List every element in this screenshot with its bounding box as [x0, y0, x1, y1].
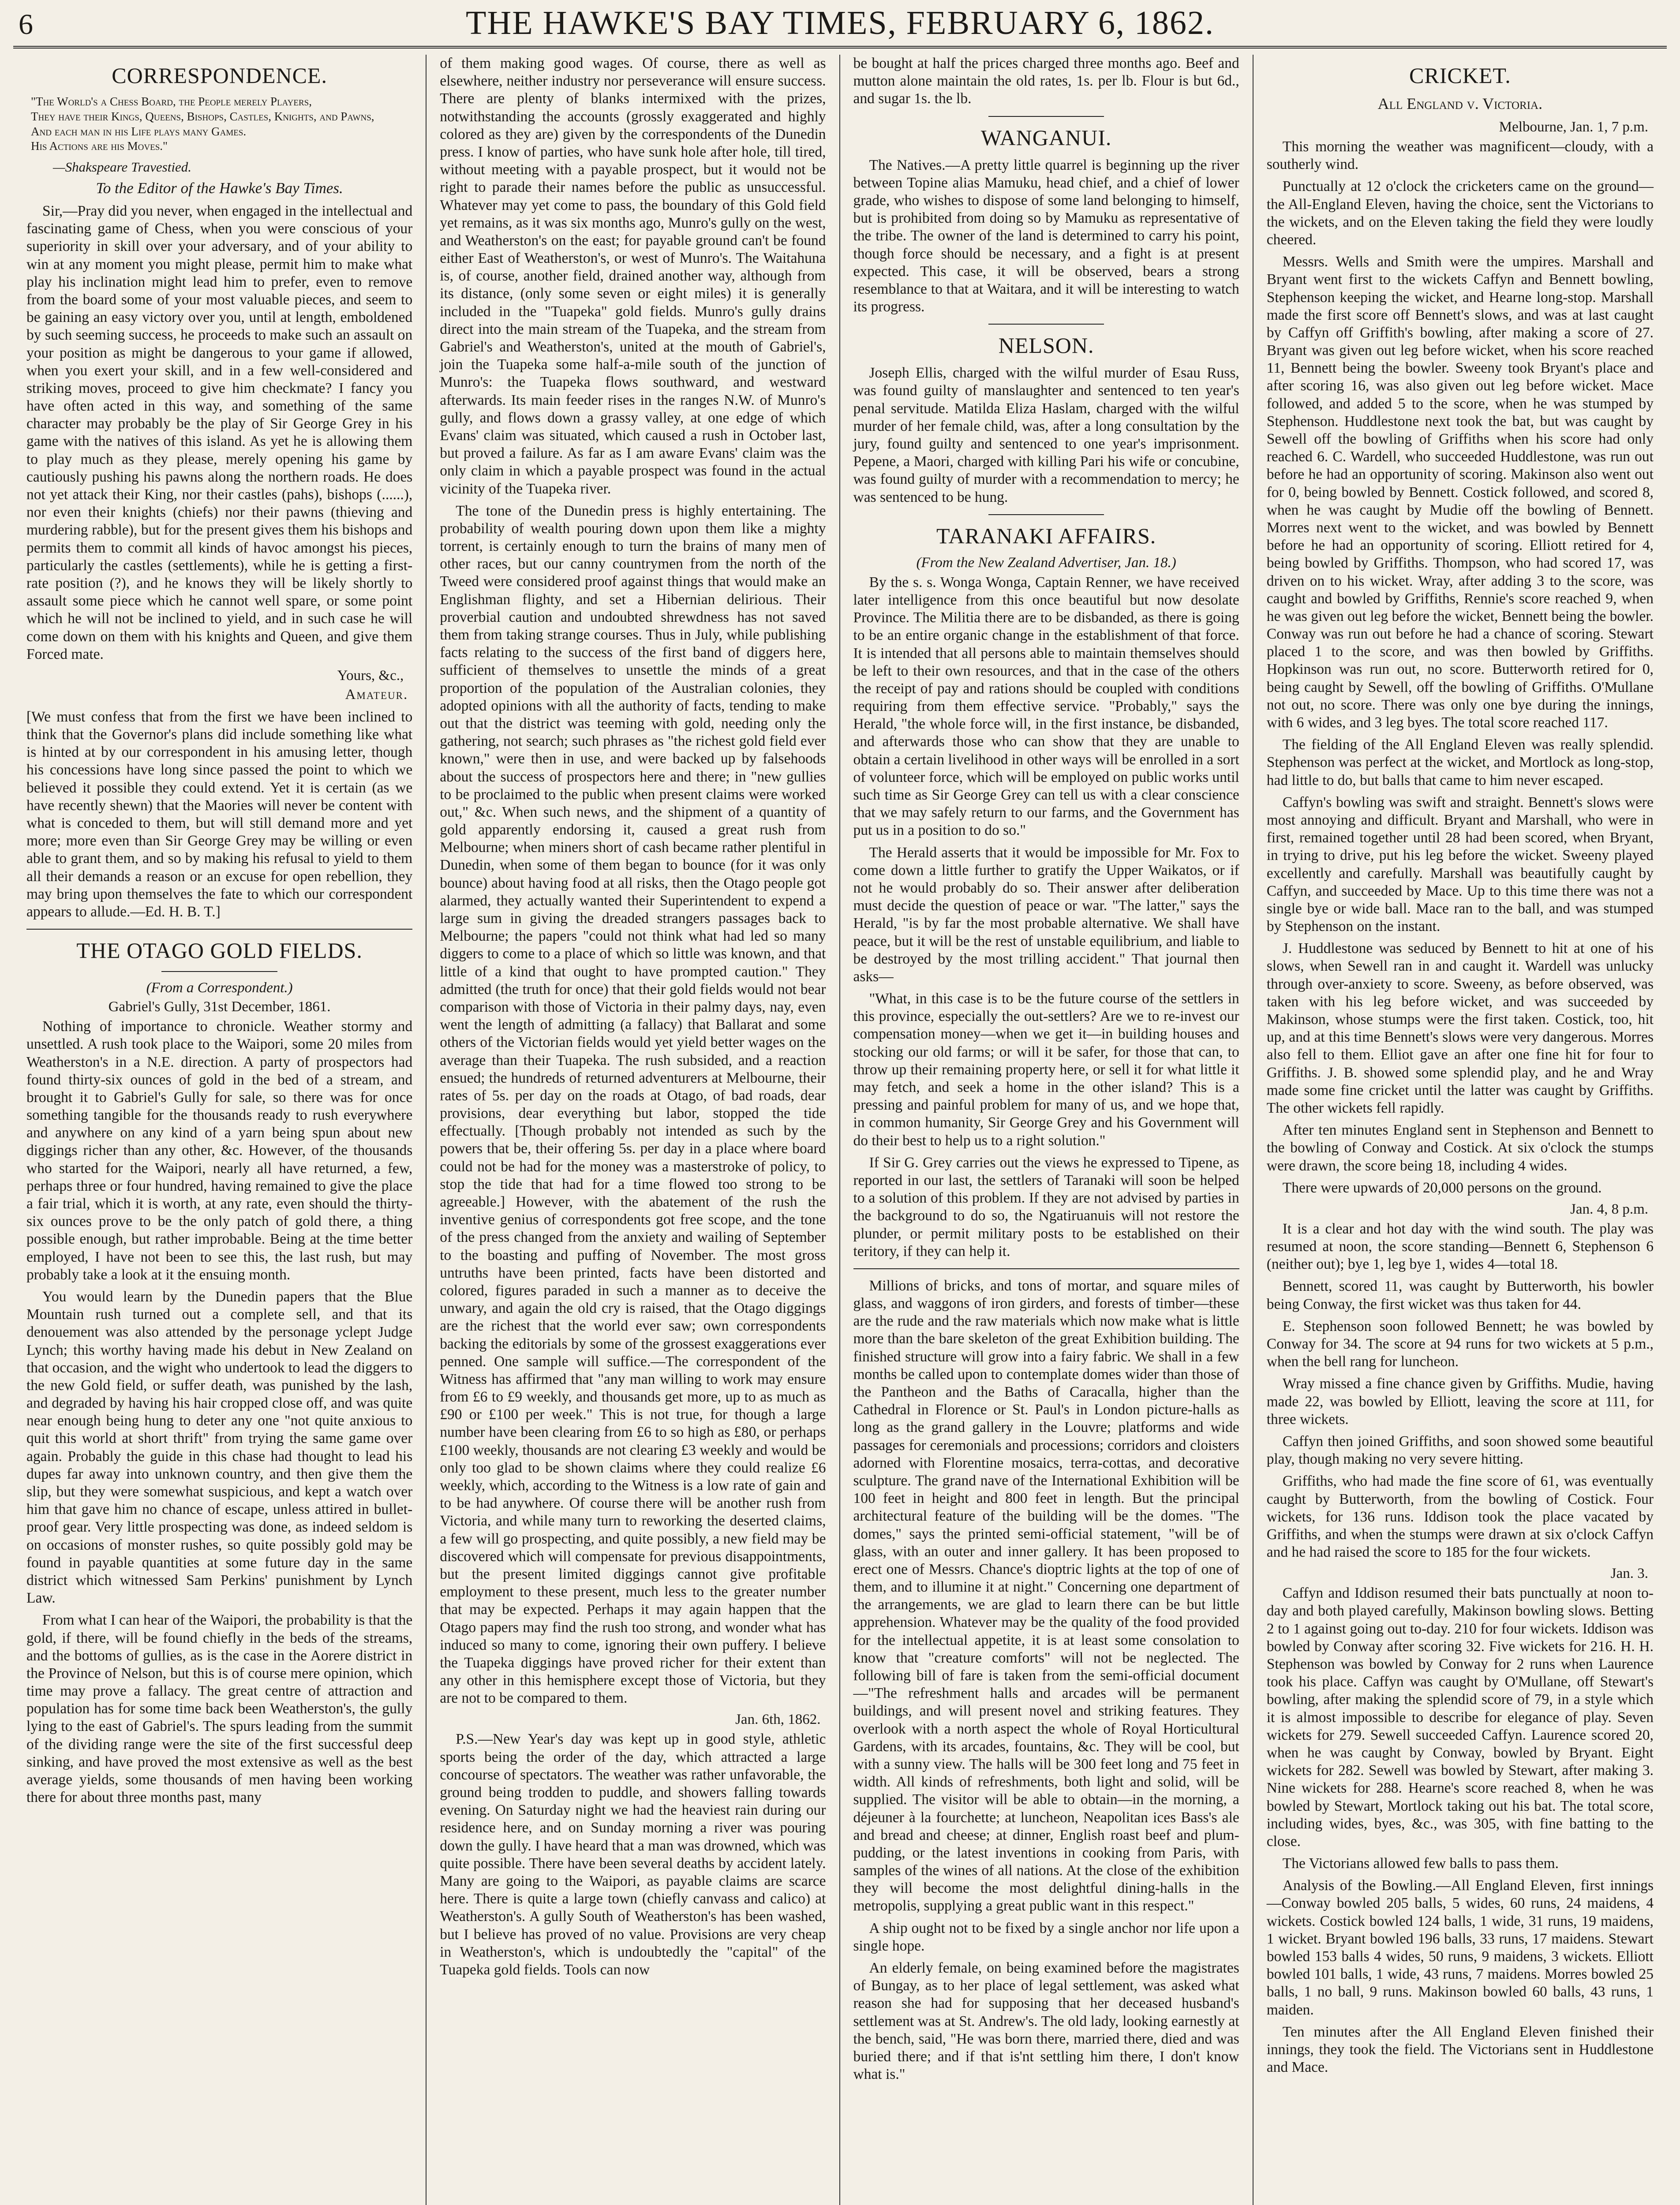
cricket-paragraph: This morning the weather was magnificent—cloudy, with a southerly wind.	[1266, 138, 1654, 173]
short-rule	[988, 514, 1104, 515]
cricket-paragraph: J. Huddlestone was seduced by Bennett to hit at one of his slows, when Sewell ran in and caught it. Wardell was unlucky through over-anxiety to score. Sweeny, as before observed, was taken with his leg before wicket, and was succeeded by Makinson, whose stumps were the first taken. Costick, too, hit up, and at this time Bennett's slows were very dangerous. Morres also fell to them. Elliot gave an after one fine hit for four to Griffiths. J. B. showed some splendid play, and he and Wray made some fine cricket until the latter was caught by Griffiths. The other wickets fell rapidly.	[1266, 940, 1654, 1116]
correspondence-heading: CORRESPONDENCE.	[112, 63, 327, 88]
anecdote-paragraph: An elderly female, on being examined before the magistrates of Bungay, as to her place of legal settlement, was asked what reason she had for supposing that her deceased husband's settlement was at St. Andrew's. The old lady, looking earnestly at the bench, said, "He was born there, married there, died and was buried there; and if that is'nt settling him there, I don't know what is."	[853, 1960, 1239, 2083]
taranaki-source: (From the New Zealand Advertiser, Jan. 18.)	[916, 554, 1176, 571]
exhibition-paragraph: Millions of bricks, and tons of mortar, and square miles of glass, and waggons of iron girders, and forests of timber—these are the rude and the raw materials which now make what is little more than the bare skeleton of the great Exhibition building. The finished structure will grow into a fairy fabric. We shall in a few months be called upon to contemplate domes wider than those of the Pantheon and the Baths of Caracalla, higher than the Cathedral in Florence or St. Paul's in London picture-halls as long as the grand gallery in the Louvre; platforms and wide passages for ceremonials and processions; corridors and cloisters adorned with Florentine mosaics, terra-cottas, and decorative sculpture. The grand nave of the International Exhibition will be 100 feet in height and 800 feet in length. But the principal architectural feature of the building will be the domes. "The domes," says the printed semi-official statement, "will be of glass, with an outer and inner gallery. It has been proposed to erect one of Messrs. Chance's dioptric lights at the top of one of them, and to illumine it at night." Concerning one department of the arrangements, we are glad to learn there can be but little apprehension. Whatever may be the quality of the food provided for the intellectual appetite, it is at least some consolation to know that "creature comforts" will not be neglected. The following bill of fare is taken from the semi-official document—"The refreshment halls and arcades will be permanent buildings, and will present novel and striking features. They overlook with a north aspect the whole of Royal Horticultural Gardens, with its arcades, fountains, &c. They will be cool, but with a sunny view. The halls will be 300 feet long and 75 feet in width. All kinds of refreshments, both light and solid, will be supplied. The visitor will be able to obtain—in the morning, a déjeuner à la fourchette; at luncheon, Neapolitan ices Bass's ale and bread and cheese; at dinner, English roast beef and plum-pudding, or the latest inventions in cooking from Paris, with samples of the wines of all nations. At the close of the exhibition they will become the most delightful dining-halls in the metropolis, supplying a great public want in this respect."	[853, 1277, 1239, 1914]
cricket-paragraph: Caffyn's bowling was swift and straight. Bennett's slows were most annoying and difficult. Bryant and Marshall, who were in first, remained together until 28 had been scored, when Bryant, in trying to drive, put his leg before the wicket. Sweeny played excellently and carefully. Marshall was beautifully caught by Caffyn, and succeeded by Mace. Up to this time there was not a single bye or wide ball. Mace ran to the ball, and was stumped by Stephenson on the instant.	[1266, 794, 1654, 935]
epigraph	[26, 94, 412, 154]
cricket-paragraph: Griffiths, who had made the fine score of 61, was eventually caught by Butterworth, from the bowling of Costick. Four wickets, for 136 runs. Iddison took the place vacated by Griffiths, and when the stumps were drawn at six o'clock Caffyn and he had raised the score to 185 for the four wickets.	[1266, 1473, 1654, 1561]
otago-continued-paragraph: The tone of the Dunedin press is highly entertaining. The probability of wealth pouring down upon them like a mighty torrent, is certainly enough to turn the brains of many men of other races, but our canny countrymen from the north of the Tweed were considered proof against things that would make an Englishman flighty, and set a Hibernian delirious. Their proverbial caution and undoubted shrewdness has not saved them from taking strange courses. Thus in July, while publishing facts relating to the success of the first band of diggers here, sufficient of themselves to unsettle the minds of a great proportion of the population of the Australian colonies, they adopted opinions with all the authority of facts, tending to make out that the district was teeming with gold, needing only the gathering, not search; such phrases as "the richest gold field ever known," were then in use, and were backed up by falsehoods about the success of prospectors here and there; in "new gullies to be proclaimed to the public when present claims were worked out," &c. When such news, and the shipment of a quantity of gold apparently endorsing it, caused a great rush from Melbourne; when miners short of cash became rather plentiful in Dunedin, when some of them began to bounce (for it was only bounce) about having food at all risks, then the Otago people got alarmed, they actually wanted their Superintendent to expend a large sum in giving the dreaded strangers passages back to Melbourne; the papers "could not think what had led so many diggers to come to a place of which so little was known, and that little of a kind that ought to have prompted caution." They admitted (the truth for once) that their gold fields would not bear comparison with those of Victoria in their palmy days, nay, even went the length of admitting (a fallacy) that Ballarat and some others of the Victorian fields would yet yield better wages on the average than their Tuapeka. The rush subsided, and a reaction ensued; the hundreds of returned adventurers at Melbourne, their rates of 5s. per day on the roads at Otago, of bad roads, dear provisions, dear everything but labor, stopped the tide effectually. [Though probably not intended as such by the powers that be, their offering 5s. per day in a place where board could not be had for the money was a masterstroke of policy, to stop the tide that had for a time flowed too strong to be agreeable.] However, with the abatement of the rush the inventive genius of correspondents got free scope, and the tone of the press changed from the anxiety and wailing of September to the boasting and puffing of November. The most gross untruths have been printed, facts have been distorted and colored, figures paraded in such a manner as to deceive the unwary, and again the old cry is raised, that the Otago diggings are the richest that the world ever saw; own correspondents backing the editorials by some of the grossest exaggerations ever penned. One sample will suffice.—The correspondent of the Witness has affirmed that "any man willing to work may ensure from £6 to £9 weekly, and thousands get more, up to as much as £90 or £100 per week." This is not true, for though a large number have been clearing from £6 to so high as £80, or perhaps £100 weekly, thousands are not clearing £3 weekly and would be only too glad to be shown claims where they could realize £6 weekly, which, according to the Witness is a low rate of gain and to be had anywhere. Of course there will be another rush from Victoria, and while many turn to reworking the deserted claims, a few will go prospecting, and quite possibly, a new field may be discovered which will compensate for previous disappointments, but the present limited diggings cannot give profitable employment to these present, much less to the greater number that may be expected. Perhaps it may again happen that the Otago papers may find the rush too strong, and wonder what has induced so many to come, ignoring their own puffery. I believe the Tuapeka diggings have proved richer for their extent than any other in this hemisphere except those of Victoria, but they are not to be compared to them.	[440, 502, 826, 1707]
taranaki-paragraph: By the s. s. Wonga Wonga, Captain Renner, we have received later intelligence from this once beautiful but now desolate Province. The Militia there are to be disbanded, as there is going to be an entire organic change in the establishment of that force. It is intended that all persons able to maintain themselves should be left to their own resources, and that in the case of the others the receipt of pay and rations should be coupled with conditions requiring from them effective service. "Probably," says the Herald, "the whole force will, in the first instance, be disbanded, and afterwards those who can show that they are unable to obtain a certain livelihood in other ways will be enrolled in a sort of volunteer force, which will be employed on public works until such time as Sir George Grey can tell us with a clear conscience that we may safely return to our farms, and the Government has put us in a position to do so."	[853, 574, 1239, 839]
column-3	[840, 55, 1253, 2205]
cricket-paragraph: Punctually at 12 o'clock the cricketers came on the ground—the All-England Eleven, having the choice, sent the Victorians to the wickets, and on the Eleven taking the field they were loudly cheered.	[1266, 178, 1654, 248]
proverb-paragraph: A ship ought not to be fixed by a single anchor nor life upon a single hope.	[853, 1920, 1239, 1954]
taranaki-paragraph: "What, in this case is to be the future course of the settlers in this province, especially the out-settlers? Are we to re-invest our compensation money—when we get it—in building houses and stocking our old farms; or will it be safer, for those that can, to throw up their remaining property here, or sell it for what little it may fetch, and seek a home in the other island? This is a pressing and painful problem for many of us, and we hope that, in common humanity, Sir George Grey and his Government will do their best to help us to a right solution."	[853, 990, 1239, 1149]
cricket-paragraph: Caffyn and Iddison resumed their bats punctually at noon to-day and both played carefully, Makinson bowling slows. Betting 2 to 1 against going out to-day. 210 for four wickets. Iddison was bowled by Conway after scoring 32. Five wickets for 216. H. H. Stephenson was bowled by Conway for 2 runs when Laurence took his place. Caffyn was caught by O'Mullane, off Stewart's bowling, after making the splendid score of 79, in a style which it is almost impossible to describe for elegance of play. Seven wickets for 279. Sewell succeeded Caffyn. Laurence scored 20, when he was caught by Conway, bowled by Bryant. Eight wickets for 282. Sewell was bowled by Stewart, after making 3. Nine wickets for 288. Hearne's score reached 8, when he was bowled by Stewart, Mortlock taking out his bat. The total score, including wides, byes, &c., was 305, with fine batting to the close.	[1266, 1585, 1654, 1850]
editor-note: [We must confess that from the first we have been inclined to think that the Governor's plans did include something like what is hinted at by our correspondent in his amusing letter, though his concessions have long since passed the point to which we believed it possible they could extend. Yet it is certain (as we have recently shewn) that the Maories will never be content with what is conceded to them, but will still demand more and yet more; more even than Sir George Grey may be willing or even able to grant them, and so by making his refusal to yield to them all their demands a reason or an excuse for open rebellion, they may bring upon themselves the fate to which our correspondent appears to allude.—Ed. H. B. T.]	[26, 708, 413, 920]
wanganui-heading: WANGANUI.	[980, 125, 1112, 150]
epigraph-line: "The World's a Chess Board, the People merely Players,	[31, 95, 312, 108]
letter-paragraph: Sir,—Pray did you never, when engaged in the intellectual and fascinating game of Chess, when you were conscious of your superiority in skill over your adversary, and of your ability to win at any moment you might please, permit him to make what play his inclination might lead him to prefer, even to remove from the board some of your most valuable pieces, and seem to be gaining an easy victory over you, until at length, emboldened by such seeming success, he proceeds to make such an assault on your position as might be dangerous to your game if allowed, when you exert your skill, and in a few well-considered and striking moves, proceed to give him checkmate? I fancy you have often acted in this way, and something of the same character may probably be the play of Sir George Grey in his game with the natives of this island. As yet he is allowing them to play much as they please, merely opening his game by cautiously pushing his pawns along the northern roads. He does not yet attack their King, nor their castles (pahs), bishops (......), nor even their knights (chiefs) nor their pawns (thieving and murdering rabble), but for the present gives them his bishops and permits them to commit all kinds of havoc amongst his pieces, particularly the castles (settlements), while he is getting a first-rate position (?), and he knows they will be likely shortly to assault some piece which he cannot well spare, or some point which he will not be inclined to yield, and in such case he will come down on them with his knights and Queen, and give them Forced mate.	[26, 203, 413, 662]
cricket-dateline: Melbourne, Jan. 1, 7 p.m.	[1499, 119, 1648, 135]
taranaki-heading: TARANAKI AFFAIRS.	[936, 523, 1156, 548]
otago-continued-paragraph: of them making good wages. Of course, there as well as elsewhere, neither industry nor perseverance will ensure success. There are plenty of blanks intermixed with the prizes, notwithstanding the accounts (grossly exaggerated and highly colored as they are) given by the correspondents of the Dunedin press. I know of parties, who have sunk hole after hole, till tired, without meeting with a payable prospect, but it would not be right to parade their names before the public as unsuccessful. Whatever may yet come to pass, the boundary of this Gold field yet remains, as it was six months ago, Munro's gully on the west, and Weatherston's on the east; for payable ground can't be found either East of Weatherston's, or west of Munro's. The Waitahuna is, of course, another field, drained another way, although from its distance, (only some seven or eight miles) it is generally included in the "Tuapeka" gold fields. Munro's gully drains direct into the main stream of the Tuapeka, and the stream from Gabriel's and Weatherston's, united at the mouth of Gabriel's, join the Tuapeka some half-a-mile south of the junction of Munro's: the Tuapeka flows southward, and westward afterwards. Its main feeder rises in the ranges N.W. of Munro's gully, and flows down a grassy valley, at one edge of which Evans' claim was situated, which caused a rush in October last, but proved a failure. As far as I am aware Evans' claim was the only claim in which a payable prospect was found in the actual vicinity of the Tuapeka river.	[440, 55, 826, 497]
epigraph-line: And each man in his Life plays many Games.	[31, 124, 247, 138]
cricket-subheading: All England v. Victoria.	[1377, 95, 1543, 112]
taranaki-paragraph: If Sir G. Grey carries out the views he expressed to Tipene, as reported in our last, the settlers of Taranaki will soon be helped to a solution of this problem. If they are not advised by parties in the background to do so, the Ngatiruanuis will not restore the plunder, or permit military posts to be established on their teritory, if they can help it.	[853, 1154, 1239, 1259]
short-rule	[161, 971, 277, 972]
cricket-heading: CRICKET.	[1409, 63, 1511, 88]
cricket-paragraph: The fielding of the All England Eleven was really splendid. Stephenson was perfect at the wicket, and Mortlock as long-stop, had little to do, but balls that came to him never escaped.	[1266, 736, 1654, 789]
cricket-paragraph: Messrs. Wells and Smith were the umpires. Marshall and Bryant went first to the wickets Caffyn and Bennett bowling, Stephenson keeping the wicket, and Hearne long-stop. Marshall made the first score off Bennett's slows, and was at last caught by Caffyn off Griffith's bowling, after making a score of 27. Bryant was given out leg before wicket, when his score reached 11, Bennett being the bowler. Sweeny took Bryant's place and after scoring 16, was also given out leg before wicket. Mace followed, and added 5 to the score, when he was stumped by Stephenson. Huddlestone next took the bat, but was caught by Sewell off the bowling of Griffiths when his score had only reached 6. C. Wardell, who succeeded Huddlestone, was run out before he had an opportunity of scoring. Makinson also went out for 0, being bowled by Bennett. Costick followed, and scored 8, when he was caught by Mudie off the bowling of Bennett. Morres next went to the wicket, and was bowled by Bennett before he had an opportunity of scoring. Elliott retired for 4, being bowled by Griffiths. Thompson, who had scored 17, was driven on to his wicket. Wray, after adding 3 to the score, was caught and bowled by Griffiths, Rennie's score reached 9, when he was given out leg before the wicket, Bennett being the bowler. Conway was run out before he had a chance of scoring. Stewart placed 1 to the score, and was then bowled by Griffiths. Hopkinson was run out, no score. Butterworth retired for 0, being caught by Sewell, off the bowling of Griffiths. O'Mullane not out, no score. There was only one bye during the innings, with 6 wides, and 3 leg byes. The total score reached 117.	[1266, 254, 1654, 731]
cricket-dateline: Jan. 3.	[1610, 1566, 1648, 1582]
otago-source: (From a Correspondent.)	[146, 980, 293, 996]
wanganui-paragraph: The Natives.—A pretty little quarrel is beginning up the river between Topine alias Mamuku, head chief, and a chief of lower grade, who wishes to dispose of some land belonging to himself, but is prohibited from doing so by Mamuku as representative of the tribe. The owner of the land is determined to carry his point, though force should be necessary, and a fight is at present expected. This case, it will be observed, bears a strong resemblance to that at Waitara, and it will be interesting to watch its progress.	[853, 157, 1239, 315]
short-rule	[988, 324, 1104, 325]
epigraph-attribution: —Shakspeare Travestied.	[53, 159, 191, 175]
otago-paragraph: Nothing of importance to chronicle. Weather stormy and unsettled. A rush took place to the Waipori, some 20 miles from Weatherston's in a N.E. direction. A party of prospectors had found thirty-six ounces of gold in the bed of a stream, and brought it to Gabriel's Gully for sale, so there was for once something tangible for the thousands ready to rush everywhere and anywhere on any kind of a yarn being spun about new diggings richer than any other, &c. However, of the thousands who started for the Waipori, nearly all have returned, a few, perhaps three or four hundred, having remained to give the place a fair trial, which it is worth, at any rate, even should the thirty-six ounces prove to be the only patch of gold there, a thing possible enough, but rather improbable. Being at the time better employed, I have not been to see this, the last rush, but may probably take a look at it the ensuing month.	[26, 1018, 413, 1283]
cricket-paragraph: E. Stephenson soon followed Bennett; he was bowled by Conway for 34. The score at 94 runs for two wickets at 5 p.m., when the bell rang for luncheon.	[1266, 1318, 1654, 1370]
cricket-paragraph: Caffyn then joined Griffiths, and soon showed some beautiful play, though making no very severe hitting.	[1266, 1433, 1654, 1468]
cricket-paragraph: Ten minutes after the All England Eleven finished their innings, they took the field. The Victorians sent in Huddlestone and Mace.	[1266, 2023, 1654, 2076]
nelson-heading: NELSON.	[998, 333, 1094, 358]
epigraph-line: His Actions are his Moves."	[31, 139, 168, 153]
cricket-paragraph: Bennett, scored 11, was caught by Butterworth, his bowler being Conway, the first wicket was thus taken for 44.	[1266, 1278, 1654, 1312]
cricket-paragraph: There were upwards of 20,000 persons on the ground.	[1282, 1179, 1602, 1196]
columns	[13, 55, 1667, 2205]
nelson-paragraph: Joseph Ellis, charged with the wilful murder of Esau Russ, was found guilty of manslaughter and sentenced to ten year's penal servitude. Matilda Eliza Haslam, charged with the wilful murder of her female child, was, after a long consultation by the jury, found guilty and sentenced to one year's imprisonment. Pepene, a Maori, charged with killing Pari his wife or concubine, was found guilty of murder with a recommendation to mercy; he was sentenced to be hung.	[853, 365, 1239, 505]
section-divider	[853, 1268, 1239, 1269]
otago-postscript-date: Jan. 6th, 1862.	[735, 1712, 821, 1728]
otago-heading: THE OTAGO GOLD FIELDS.	[76, 938, 363, 963]
cricket-paragraph: The Victorians allowed few balls to pass them.	[1282, 1855, 1559, 1872]
taranaki-paragraph: The Herald asserts that it would be impossible for Mr. Fox to come down a little further to gratify the Upper Waikatos, or if not he would probably do so. Their answer after deliberation must decide the question of peace or war. "The latter," says the Herald, "is by far the most probable alternative. We shall have peace, but it will be the rest of unstable equilibrium, and liable to be destroyed by the most trilling accident." That journal then asks—	[853, 844, 1239, 985]
cricket-paragraph: It is a clear and hot day with the wind south. The play was resumed at noon, the score standing—Bennett 6, Stephenson 6 (neither out); bye 1, leg bye 1, wides 4—total 18.	[1266, 1220, 1654, 1273]
short-rule	[988, 116, 1104, 117]
cricket-paragraph: Wray missed a fine chance given by Griffiths. Mudie, having made 22, was bowled by Elliott, leaving the score at 111, for three wickets.	[1266, 1375, 1654, 1428]
to-editor-line: To the Editor of the Hawke's Bay Times.	[96, 179, 343, 197]
cricket-dateline: Jan. 4, 8 p.m.	[1570, 1201, 1648, 1217]
masthead	[13, 0, 1667, 49]
letter-signature: Amateur.	[345, 686, 408, 703]
otago-continued-paragraph: be bought at half the prices charged three months ago. Beef and mutton alone maintain the old rates, 1s. per lb. Flour is but 6d., and sugar 1s. the lb.	[853, 55, 1239, 107]
column-2	[427, 55, 840, 2205]
cricket-paragraph: After ten minutes England sent in Stephenson and Bennett to the bowling of Conway and Costick. At six o'clock the stumps were drawn, the score being 18, including 4 wides.	[1266, 1122, 1654, 1174]
otago-paragraph: You would learn by the Dunedin papers that the Blue Mountain rush turned out a complete sell, and that its denouement was also attended by the personage yclept Judge Lynch; this worthy having made his debut in New Zealand on that occasion, and the wight who undertook to lead the diggers to the new Gold field, or suffer death, was punished by the lash, and degraded by having his hair cropped close off, and was quite near enough being hung to deter any one "not quite anxious to quit this world at short thrift" from trying the same game over again. Probably the guide in this chase had thought to lead his dupes far away into unknown country, and then give them the slip, but they were somewhat suspicious, and kept a watch over him that gave him no chance of escape, unless attired in bullet-proof gear. Very little prospecting was done, as indeed seldom is on occasions of monster rushes, so quite possibly gold may be found in payable quantities at some future day in the same district which witnessed Sam Perkins' punishment by Lynch Law.	[26, 1288, 413, 1607]
column-1	[13, 55, 427, 2205]
otago-dateline: Gabriel's Gully, 31st December, 1861.	[108, 999, 331, 1015]
letter-signoff: Yours, &c.,	[337, 667, 404, 684]
page-number: 6	[19, 8, 33, 41]
otago-paragraph: From what I can hear of the Waipori, the probability is that the gold, if there, will be found chiefly in the beds of the streams, and the bottoms of gullies, as is the case in the Aorere district in the Province of Nelson, but this is of course mere opinion, which time may prove a fallacy. The great centre of attraction and population has for some time back been Weatherston's, the gully lying to the east of Gabriel's. The spurs leading from the summit of the dividing range were the site of the first successful deep sinking, and have proved the most extensive as well as the best average yields, some thousands of men having been working there for about three months past, many	[26, 1612, 413, 1806]
column-4	[1253, 55, 1667, 2205]
section-divider	[26, 929, 412, 930]
otago-postscript: P.S.—New Year's day was kept up in good style, athletic sports being the order of the day, which attracted a large concourse of spectators. The weather was rather unfavorable, the ground being trodden to puddle, and showers falling towards evening. On Saturday night we had the heaviest rain during our residence here, and on Sunday morning a river was pouring down the gully. I have heard that a man was drowned, which was quite possible. There have been several deaths by accident lately. Many are going to the Waipori, as payable claims are scarce here. There is quite a large town (chiefly canvass and calico) at Weatherston's. A gully South of Weatherston's has been washed, but I believe has proved of no value. Provisions are very cheap in Weatherston's, which is undoubtedly the "capital" of the Tuapeka gold fields. Tools can now	[440, 1731, 826, 1978]
newspaper-title: THE HAWKE'S BAY TIMES, FEBRUARY 6, 1862.	[465, 4, 1215, 41]
epigraph-line: They have their Kings, Queens, Bishops, Castles, Knights, and Pawns,	[31, 109, 374, 123]
bowling-analysis: Analysis of the Bowling.—All England Eleven, first innings—Conway bowled 205 balls, 5 wides, 60 runs, 24 maidens, 4 wickets. Costick bowled 124 balls, 1 wide, 31 runs, 19 maidens, 1 wicket. Bryant bowled 196 balls, 33 runs, 17 maidens. Stewart bowled 153 balls 4 wides, 50 runs, 9 maidens, 3 wickets. Elliott bowled 101 balls, 1 wide, 43 runs, 7 maidens. Morres bowled 25 balls, 1 no ball, 9 runs. Makinson bowled 60 balls, 43 runs, 1 maiden.	[1266, 1877, 1654, 2018]
